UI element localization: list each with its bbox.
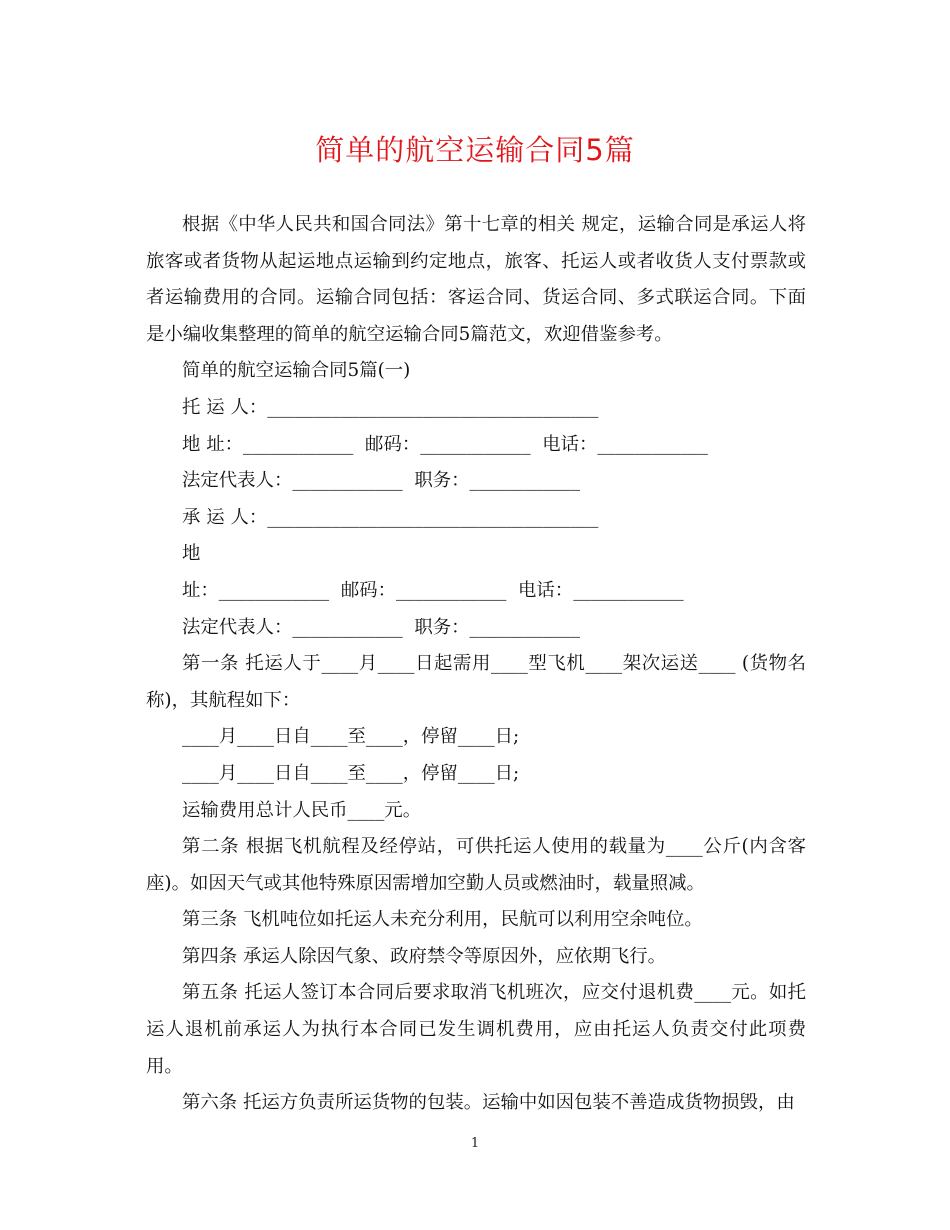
route-line-1: ____月____日自____至____，停留____日; xyxy=(182,726,520,748)
article-3: 第三条 飞机吨位如托运人未充分利用，民航可以利用空余吨位。 xyxy=(182,909,703,931)
document-body xyxy=(146,207,806,1122)
section-heading: 简单的航空运输合同5篇(一) xyxy=(182,360,411,382)
article-1: 第一条 托运人于____月____日起需用____型飞机____架次运送____ (货物名称)，其航程如下： xyxy=(146,653,806,711)
document-title: 简单的航空运输合同5篇 xyxy=(315,133,635,167)
form-line-carrier-address-label: 地 xyxy=(182,543,201,565)
form-line-carrier-address: 址：____________ 邮码：____________ 电话：____________ xyxy=(182,579,684,601)
article-2: 第二条 根据飞机航程及经停站，可供托运人使用的载量为____公斤(内含客座)。如因天气或其他特殊原因需增加空勤人员或燃油时，载量照减。 xyxy=(146,836,806,894)
form-line-shipper: 托 运 人：____________________________________ xyxy=(182,396,599,418)
form-line-shipper-address: 地 址：____________ 邮码：____________ 电话：____________ xyxy=(182,433,708,455)
form-line-shipper-rep: 法定代表人：____________ 职务：____________ xyxy=(182,470,580,492)
route-line-2: ____月____日自____至____，停留____日; xyxy=(182,762,520,784)
form-line-carrier-rep: 法定代表人：____________ 职务：____________ xyxy=(182,616,580,638)
article-5: 第五条 托运人签订本合同后要求取消飞机班次，应交付退机费____元。如托运人退机前承运人为执行本合同已发生调机费用，应由托运人负责交付此项费用。 xyxy=(146,982,806,1077)
fee-line: 运输费用总计人民币____元。 xyxy=(182,799,422,821)
form-line-carrier: 承 运 人：____________________________________ xyxy=(182,506,599,528)
intro-paragraph: 根据《中华人民共和国合同法》第十七章的相关 规定，运输合同是承运人将旅客或者货物从起运地点运输到约定地点，旅客、托运人或者收货人支付票款或者运输费用的合同。运输合同包括：客运合同、货运合同、多式联运合同。下面是小编收集整理的简单的航空运输合同5篇范文，欢迎借鉴参考。 xyxy=(146,214,806,345)
article-4: 第四条 承运人除因气象、政府禁令等原因外，应依期飞行。 xyxy=(182,945,667,967)
article-6: 第六条 托运方负责所运货物的包装。运输中如因包装不善造成货物损毁，由 xyxy=(182,1092,795,1114)
page-number: 1 xyxy=(470,1136,480,1151)
